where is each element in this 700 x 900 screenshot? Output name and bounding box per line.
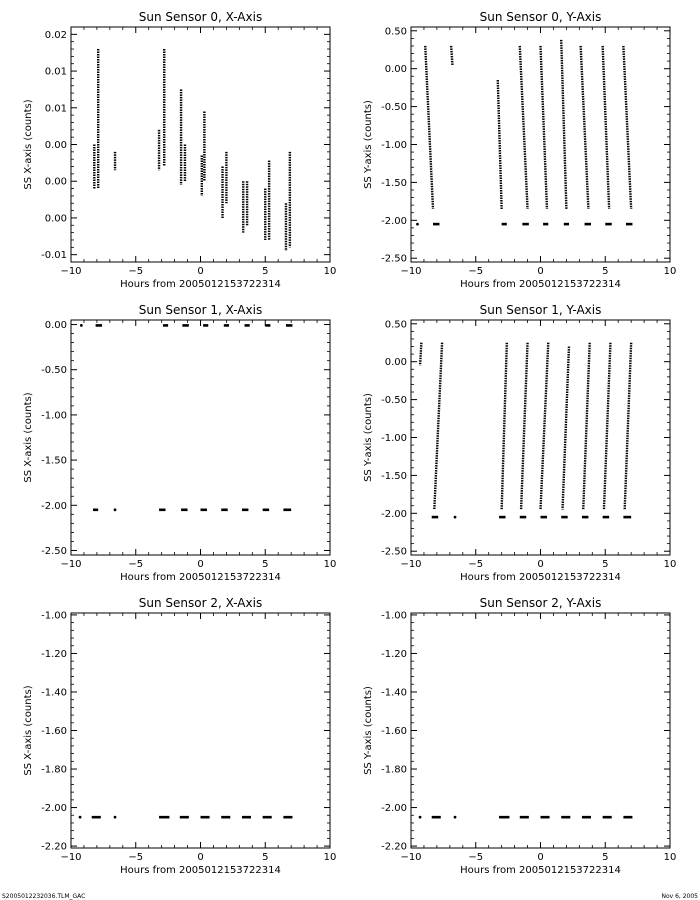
y-tick-label: -1.20 bbox=[381, 648, 407, 660]
y-tick-label: 0.00 bbox=[44, 320, 67, 332]
chart-title: Sun Sensor 0, X-Axis bbox=[138, 10, 263, 24]
data-trace bbox=[625, 343, 631, 510]
y-tick-label: -0.50 bbox=[41, 365, 67, 377]
y-tick-label: 0.02 bbox=[44, 29, 67, 41]
y-tick-label: -2.20 bbox=[381, 841, 407, 853]
data-trace bbox=[521, 343, 527, 510]
data-trace bbox=[604, 343, 610, 510]
y-tick-label: -0.50 bbox=[381, 395, 407, 407]
x-tick-label: 10 bbox=[323, 559, 337, 570]
x-axis-label: Hours from 2005012153722314 bbox=[120, 279, 281, 290]
plot-frame bbox=[71, 27, 330, 262]
y-tick-label: -1.50 bbox=[381, 470, 407, 482]
x-tick-label: 5 bbox=[602, 852, 609, 863]
chart-panel-ss1y bbox=[363, 303, 676, 583]
x-tick-label: 0 bbox=[197, 266, 204, 277]
y-tick-label: -2.00 bbox=[381, 508, 407, 520]
x-tick-label: −10 bbox=[60, 559, 82, 570]
x-tick-label: −10 bbox=[60, 266, 82, 277]
footer-right-date: Nov 6, 2005 bbox=[661, 893, 698, 900]
x-tick-label: 5 bbox=[262, 266, 269, 277]
data-point bbox=[454, 516, 457, 519]
data-trace bbox=[420, 343, 421, 366]
footer-left-label: S2005012232036.TLM_GAC bbox=[2, 893, 86, 900]
y-tick-label: -1.60 bbox=[381, 726, 407, 737]
x-tick-label: −10 bbox=[60, 852, 82, 863]
x-axis-label: Hours from 2005012153722314 bbox=[460, 572, 621, 583]
y-tick-label: -0.01 bbox=[41, 250, 67, 262]
y-tick-label: -1.40 bbox=[41, 687, 67, 699]
x-tick-label: 10 bbox=[663, 559, 677, 570]
x-tick-label: 5 bbox=[602, 559, 609, 570]
y-tick-label: -2.00 bbox=[41, 500, 67, 512]
x-tick-label: 0 bbox=[537, 266, 544, 277]
y-axis-label: SS Y-axis (counts) bbox=[363, 100, 374, 189]
x-tick-label: 0 bbox=[197, 559, 204, 570]
x-tick-label: −10 bbox=[400, 266, 422, 277]
y-tick-label: -0.50 bbox=[381, 102, 407, 114]
data-point bbox=[114, 816, 117, 819]
data-trace bbox=[603, 46, 609, 209]
data-trace bbox=[581, 46, 589, 209]
data-point bbox=[80, 324, 83, 327]
y-axis-label: SS Y-axis (counts) bbox=[363, 393, 374, 482]
y-tick-label: 0.00 bbox=[384, 357, 407, 369]
chart-title: Sun Sensor 0, Y-Axis bbox=[479, 10, 602, 24]
y-tick-label: 0.00 bbox=[44, 176, 67, 188]
x-tick-label: 5 bbox=[262, 852, 269, 863]
y-tick-label: -1.00 bbox=[381, 610, 407, 622]
y-tick-label: -1.60 bbox=[41, 726, 67, 737]
y-tick-label: 0.00 bbox=[44, 140, 67, 151]
chart-panel-ss0x bbox=[23, 10, 336, 290]
x-tick-label: 10 bbox=[323, 852, 337, 863]
y-tick-label: -2.00 bbox=[381, 803, 407, 815]
chart-title: Sun Sensor 2, Y-Axis bbox=[479, 596, 602, 610]
plot-frame bbox=[411, 320, 670, 555]
data-trace bbox=[502, 343, 507, 510]
data-trace bbox=[498, 80, 502, 209]
y-axis-label: SS Y-axis (counts) bbox=[363, 686, 374, 775]
x-axis-label: Hours from 2005012153722314 bbox=[120, 865, 281, 876]
x-tick-label: −5 bbox=[468, 266, 484, 277]
y-tick-label: -2.50 bbox=[41, 545, 67, 557]
x-tick-label: 0 bbox=[537, 852, 544, 863]
x-axis-label: Hours from 2005012153722314 bbox=[460, 279, 621, 290]
data-trace bbox=[434, 343, 442, 510]
data-trace bbox=[541, 343, 549, 510]
x-tick-label: −5 bbox=[128, 266, 144, 277]
data-trace bbox=[425, 46, 433, 209]
x-tick-label: 0 bbox=[537, 559, 544, 570]
y-tick-label: 0.01 bbox=[44, 103, 67, 115]
x-tick-label: 5 bbox=[262, 559, 269, 570]
x-tick-label: −10 bbox=[400, 559, 422, 570]
y-tick-label: -1.50 bbox=[381, 177, 407, 189]
chart-panel-ss1x bbox=[23, 303, 336, 583]
y-tick-label: -2.00 bbox=[381, 215, 407, 227]
chart-title: Sun Sensor 1, X-Axis bbox=[138, 303, 263, 317]
x-tick-label: −5 bbox=[128, 559, 144, 570]
x-tick-label: −5 bbox=[468, 559, 484, 570]
y-tick-label: 0.50 bbox=[384, 26, 407, 38]
data-trace bbox=[561, 40, 566, 209]
chart-panel-ss2x bbox=[23, 596, 336, 876]
data-point bbox=[419, 816, 422, 819]
y-tick-label: 0.00 bbox=[44, 213, 67, 225]
data-trace bbox=[583, 343, 589, 510]
y-tick-label: 0.50 bbox=[384, 319, 407, 331]
data-trace bbox=[451, 46, 452, 65]
data-point bbox=[416, 223, 419, 226]
y-tick-label: -1.00 bbox=[381, 140, 407, 151]
y-tick-label: -1.00 bbox=[41, 410, 67, 422]
x-tick-label: 10 bbox=[323, 266, 337, 277]
y-axis-label: SS X-axis (counts) bbox=[23, 99, 34, 190]
y-tick-label: -1.40 bbox=[381, 687, 407, 699]
y-axis-label: SS X-axis (counts) bbox=[23, 392, 34, 483]
x-tick-label: 10 bbox=[663, 852, 677, 863]
data-trace bbox=[541, 46, 547, 209]
y-tick-label: -2.00 bbox=[41, 803, 67, 815]
y-tick-label: -1.00 bbox=[381, 433, 407, 444]
x-tick-label: 10 bbox=[663, 266, 677, 277]
plot-frame bbox=[71, 320, 330, 555]
y-tick-label: -2.50 bbox=[381, 546, 407, 558]
data-trace bbox=[520, 46, 528, 209]
y-axis-label: SS X-axis (counts) bbox=[23, 685, 34, 776]
x-axis-label: Hours from 2005012153722314 bbox=[120, 572, 281, 583]
data-trace bbox=[623, 46, 631, 209]
y-tick-label: -2.50 bbox=[381, 253, 407, 265]
y-tick-label: -1.20 bbox=[41, 648, 67, 660]
data-point bbox=[79, 816, 82, 819]
x-axis-label: Hours from 2005012153722314 bbox=[460, 865, 621, 876]
y-tick-label: -1.00 bbox=[41, 610, 67, 622]
plot-frame bbox=[411, 613, 670, 848]
chart-title: Sun Sensor 1, Y-Axis bbox=[479, 303, 602, 317]
y-tick-label: -1.80 bbox=[41, 764, 67, 776]
y-tick-label: -1.80 bbox=[381, 764, 407, 776]
y-tick-label: 0.00 bbox=[384, 64, 407, 76]
x-tick-label: 5 bbox=[602, 266, 609, 277]
chart-panel-ss2y bbox=[363, 596, 676, 876]
x-tick-label: −5 bbox=[128, 852, 144, 863]
y-tick-label: -1.50 bbox=[41, 455, 67, 467]
data-point bbox=[454, 816, 457, 819]
data-trace bbox=[563, 347, 569, 510]
y-tick-label: -2.20 bbox=[41, 841, 67, 853]
data-point bbox=[114, 508, 117, 511]
chart-title: Sun Sensor 2, X-Axis bbox=[138, 596, 263, 610]
x-tick-label: −10 bbox=[400, 852, 422, 863]
y-tick-label: 0.01 bbox=[44, 66, 67, 78]
plot-frame bbox=[71, 613, 330, 848]
chart-panel-ss0y bbox=[363, 10, 676, 290]
x-tick-label: −5 bbox=[468, 852, 484, 863]
x-tick-label: 0 bbox=[197, 852, 204, 863]
